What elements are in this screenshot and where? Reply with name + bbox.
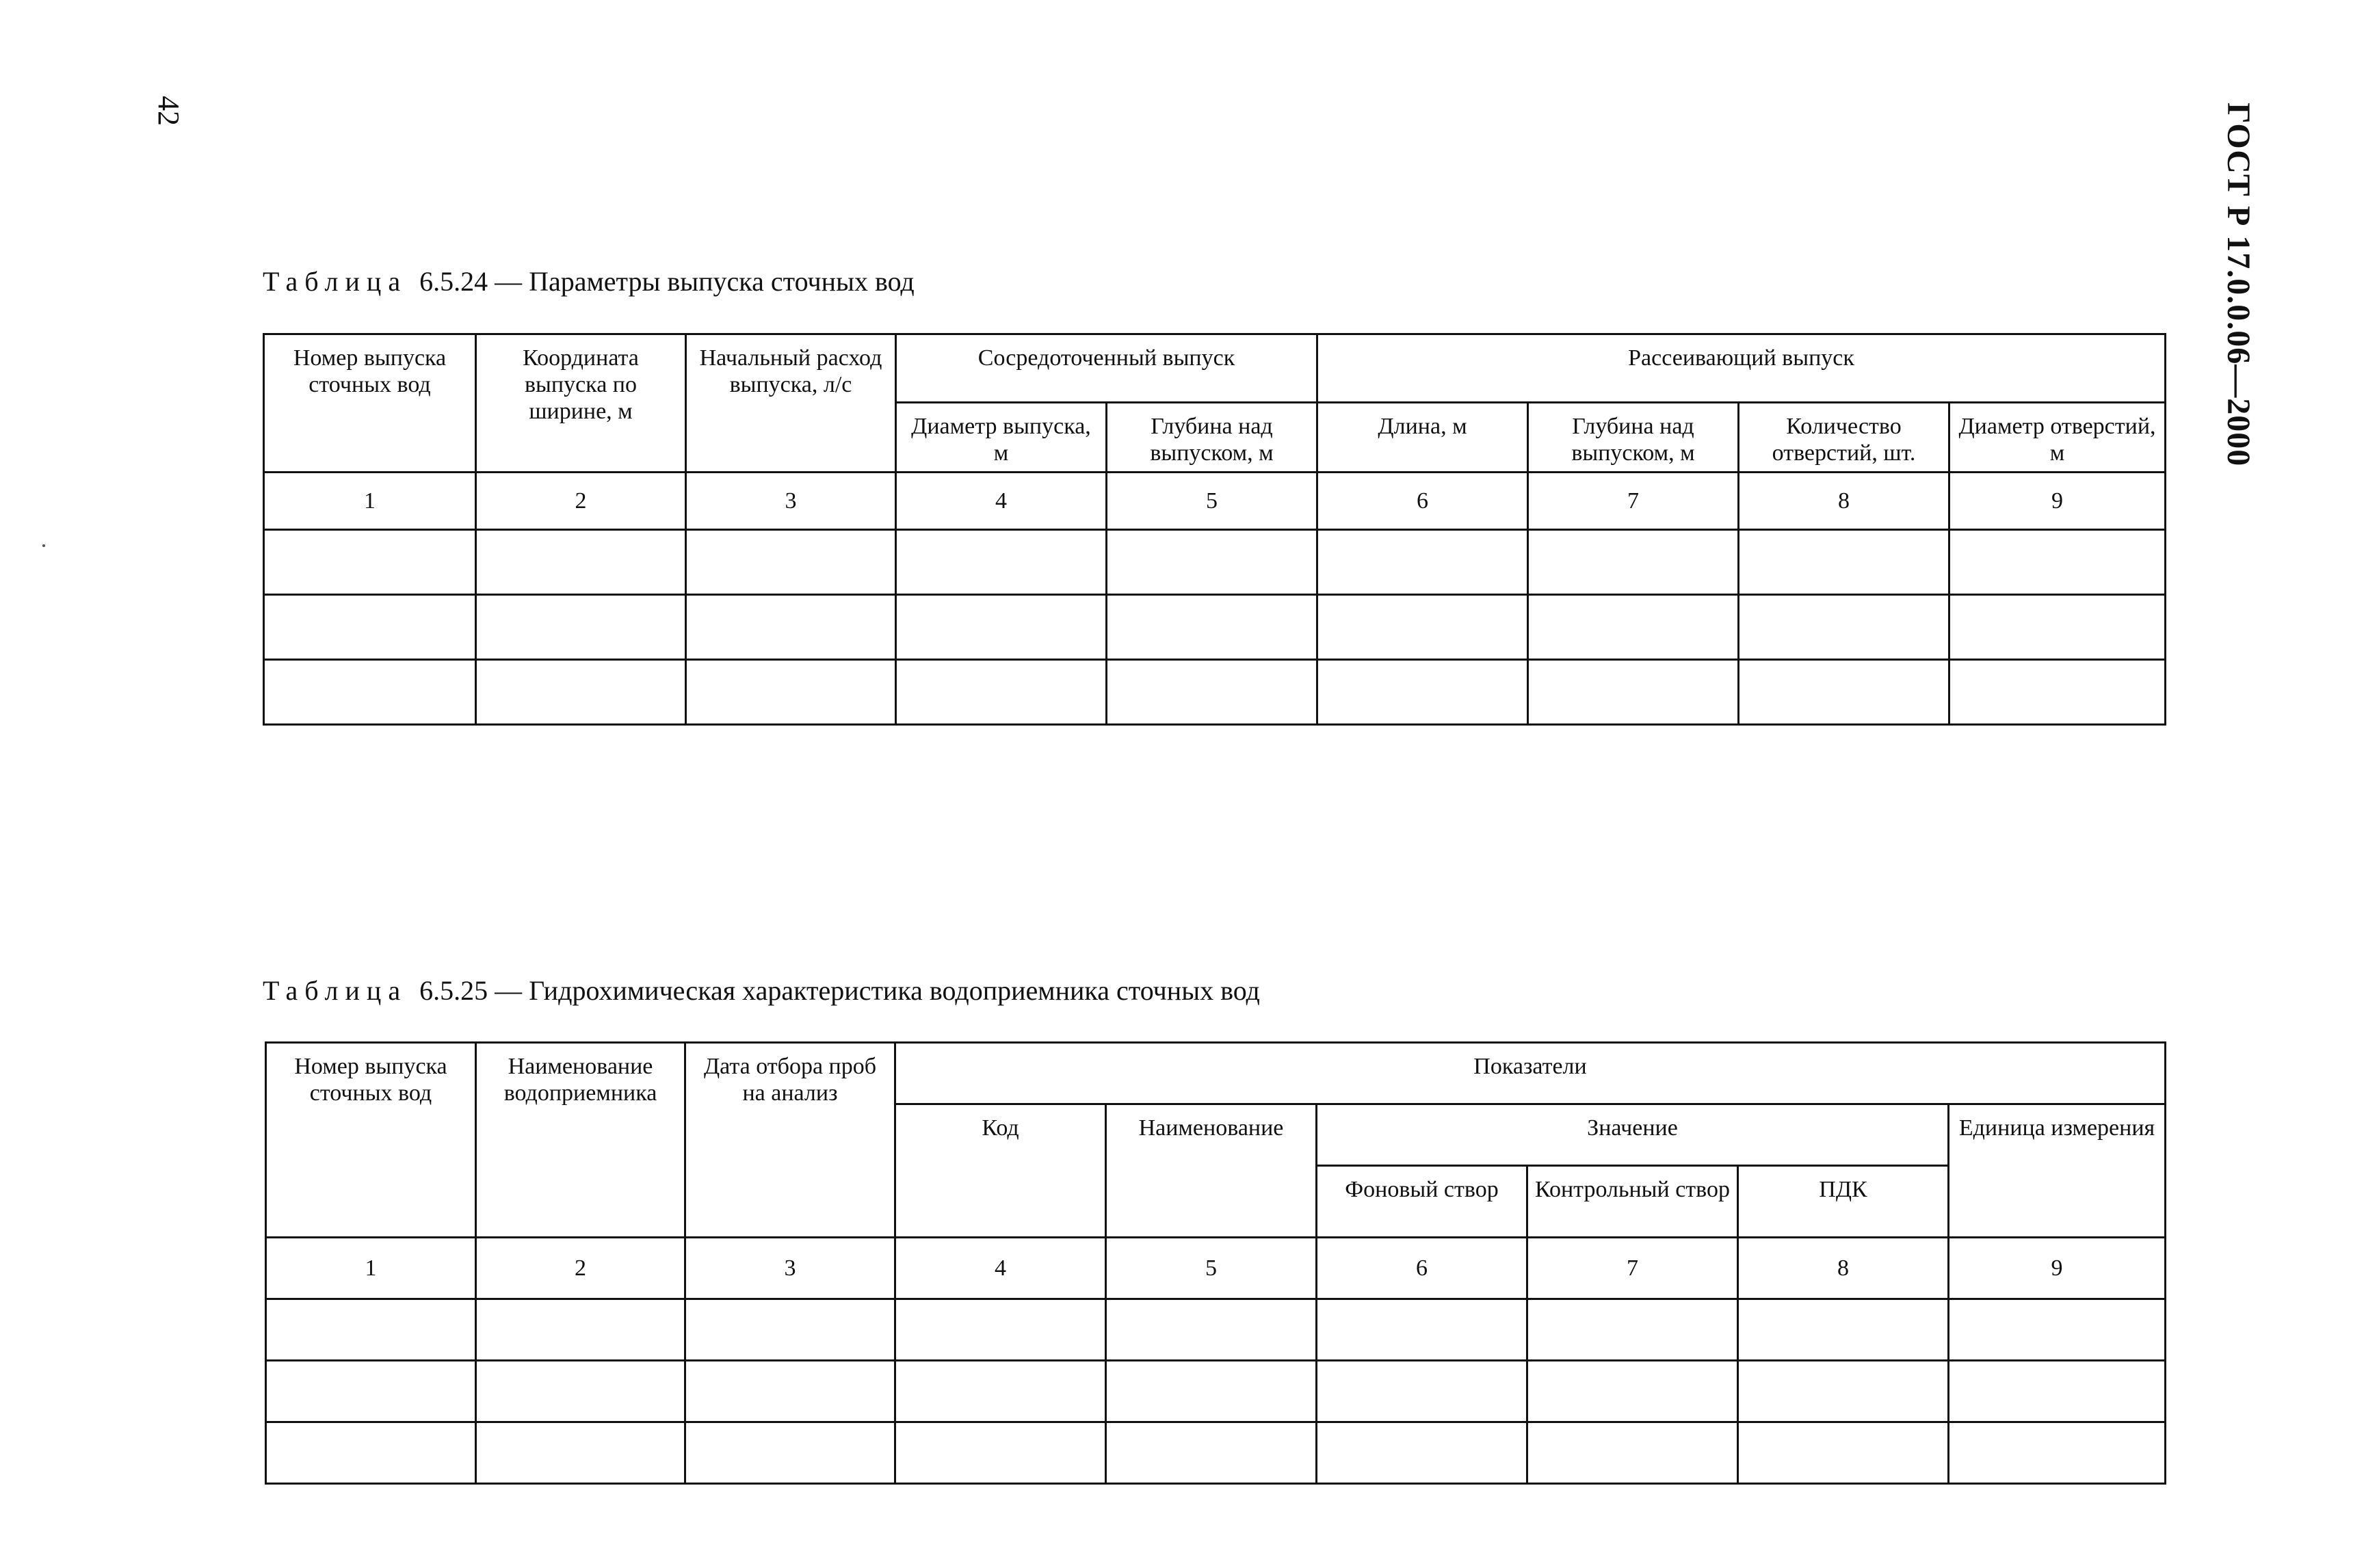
table-cell[interactable] — [1106, 1299, 1317, 1361]
table1-caption-prefix: Таблица — [263, 266, 408, 297]
table-cell[interactable] — [266, 1299, 476, 1361]
column-number: 3 — [686, 473, 896, 530]
header-indicators: Показатели — [895, 1043, 2166, 1104]
header-length: Длина, м — [1317, 403, 1528, 473]
table-cell[interactable] — [476, 530, 686, 595]
column-number: 8 — [1738, 1238, 1949, 1299]
table-cell[interactable] — [686, 660, 896, 725]
table-cell[interactable] — [1949, 530, 2166, 595]
table-cell[interactable] — [1107, 530, 1317, 595]
header-control-section: Контрольный створ — [1527, 1166, 1738, 1238]
table-row — [266, 1361, 2166, 1422]
table-row — [266, 1299, 2166, 1361]
table-cell[interactable] — [1317, 1299, 1527, 1361]
column-numbers-row — [264, 473, 2166, 530]
table-cell[interactable] — [1949, 1422, 2166, 1484]
table-hydrochemical-characteristics — [265, 1041, 2166, 1485]
table2-caption — [263, 974, 1260, 1007]
table-cell[interactable] — [1317, 1361, 1527, 1422]
header-holes-count: Количество отверстий, шт. — [1739, 403, 1949, 473]
header-background-section: Фоновый створ — [1317, 1166, 1527, 1238]
table1-caption — [263, 265, 915, 297]
column-number: 7 — [1528, 473, 1739, 530]
header-depth-diffuser: Глубина над выпуском, м — [1528, 403, 1739, 473]
table-cell[interactable] — [264, 530, 476, 595]
scan-speck — [42, 544, 45, 547]
table-cell[interactable] — [895, 1361, 1106, 1422]
column-number: 5 — [1106, 1238, 1317, 1299]
table-cell[interactable] — [1528, 660, 1739, 725]
table-row — [264, 595, 2166, 660]
header-mpc: ПДК — [1738, 1166, 1949, 1238]
table-row — [266, 1422, 2166, 1484]
column-number: 9 — [1949, 1238, 2166, 1299]
table-cell[interactable] — [1949, 1361, 2166, 1422]
table-cell[interactable] — [476, 1299, 685, 1361]
table-cell[interactable] — [1949, 1299, 2166, 1361]
table-cell[interactable] — [1738, 1422, 1949, 1484]
table-cell[interactable] — [1317, 595, 1528, 660]
table-cell[interactable] — [476, 1361, 685, 1422]
table2-caption-text: 6.5.25 — Гидрохимическая характеристика водоприемника сточных вод — [419, 975, 1260, 1006]
table-cell[interactable] — [1949, 660, 2166, 725]
header-outlet-number: Номер выпуска сточных вод — [264, 334, 476, 473]
table-cell[interactable] — [476, 660, 686, 725]
table-cell[interactable] — [264, 595, 476, 660]
header-holes-diameter: Диаметр отверстий, м — [1949, 403, 2166, 473]
table2-caption-prefix: Таблица — [263, 975, 408, 1006]
table-cell[interactable] — [686, 530, 896, 595]
table-cell[interactable] — [1107, 595, 1317, 660]
header-code: Код — [895, 1104, 1106, 1238]
table-cell[interactable] — [1527, 1361, 1738, 1422]
table-cell[interactable] — [1528, 595, 1739, 660]
table-cell[interactable] — [895, 1422, 1106, 1484]
table-cell[interactable] — [1527, 1422, 1738, 1484]
table-cell[interactable] — [685, 1422, 895, 1484]
header-coordinate: Координата выпуска по ширине, м — [476, 334, 686, 473]
column-number: 1 — [264, 473, 476, 530]
table-cell[interactable] — [1107, 660, 1317, 725]
column-number: 2 — [476, 1238, 685, 1299]
table-row — [264, 660, 2166, 725]
header-value: Значение — [1317, 1104, 1949, 1166]
header-initial-flow: Начальный расход выпуска, л/с — [686, 334, 896, 473]
header-depth-concentrated: Глубина над выпуском, м — [1107, 403, 1317, 473]
column-numbers-row — [266, 1238, 2166, 1299]
column-number: 4 — [895, 1238, 1106, 1299]
header-diffuser-outlet: Рассеивающий выпуск — [1317, 334, 2166, 403]
column-number: 3 — [685, 1238, 895, 1299]
header-outlet-number: Номер выпуска сточных вод — [266, 1043, 476, 1238]
table-cell[interactable] — [1739, 660, 1949, 725]
table-wastewater-outlet-parameters — [263, 333, 2166, 726]
table-cell[interactable] — [266, 1422, 476, 1484]
table-cell[interactable] — [1949, 595, 2166, 660]
table-cell[interactable] — [896, 595, 1107, 660]
table-cell[interactable] — [1528, 530, 1739, 595]
column-number: 1 — [266, 1238, 476, 1299]
column-number: 4 — [896, 473, 1107, 530]
header-receiver-name: Наименование водоприемника — [476, 1043, 685, 1238]
column-number: 2 — [476, 473, 686, 530]
column-number: 9 — [1949, 473, 2166, 530]
table-cell[interactable] — [476, 1422, 685, 1484]
table-cell[interactable] — [895, 1299, 1106, 1361]
table-cell[interactable] — [685, 1299, 895, 1361]
table-cell[interactable] — [1106, 1422, 1317, 1484]
table-cell[interactable] — [1739, 530, 1949, 595]
table-cell[interactable] — [1317, 1422, 1527, 1484]
table1-caption-text: 6.5.24 — Параметры выпуска сточных вод — [419, 266, 915, 297]
column-number: 6 — [1317, 473, 1528, 530]
header-unit: Единица измерения — [1949, 1104, 2166, 1238]
table-cell[interactable] — [1527, 1299, 1738, 1361]
column-number: 6 — [1317, 1238, 1527, 1299]
table-cell[interactable] — [266, 1361, 476, 1422]
column-number: 5 — [1107, 473, 1317, 530]
table-cell[interactable] — [264, 660, 476, 725]
table-cell[interactable] — [685, 1361, 895, 1422]
table-cell[interactable] — [1738, 1299, 1949, 1361]
table-cell[interactable] — [1739, 595, 1949, 660]
header-concentrated-outlet: Сосредоточенный выпуск — [896, 334, 1317, 403]
table-cell[interactable] — [686, 595, 896, 660]
table-cell[interactable] — [1317, 530, 1528, 595]
header-name: Наименование — [1106, 1104, 1317, 1238]
table-cell[interactable] — [896, 660, 1107, 725]
table-cell[interactable] — [1317, 660, 1528, 725]
table-row — [264, 530, 2166, 595]
column-number: 8 — [1739, 473, 1949, 530]
table-cell[interactable] — [476, 595, 686, 660]
table-cell[interactable] — [1738, 1361, 1949, 1422]
header-sampling-date: Дата отбора проб на анализ — [685, 1043, 895, 1238]
document-header: ГОСТ Р 17.0.0.06—2000 — [2220, 103, 2257, 467]
header-outlet-diameter: Диаметр выпуска, м — [896, 403, 1107, 473]
page-number: 42 — [152, 96, 185, 126]
table-cell[interactable] — [1106, 1361, 1317, 1422]
column-number: 7 — [1527, 1238, 1738, 1299]
table-cell[interactable] — [896, 530, 1107, 595]
